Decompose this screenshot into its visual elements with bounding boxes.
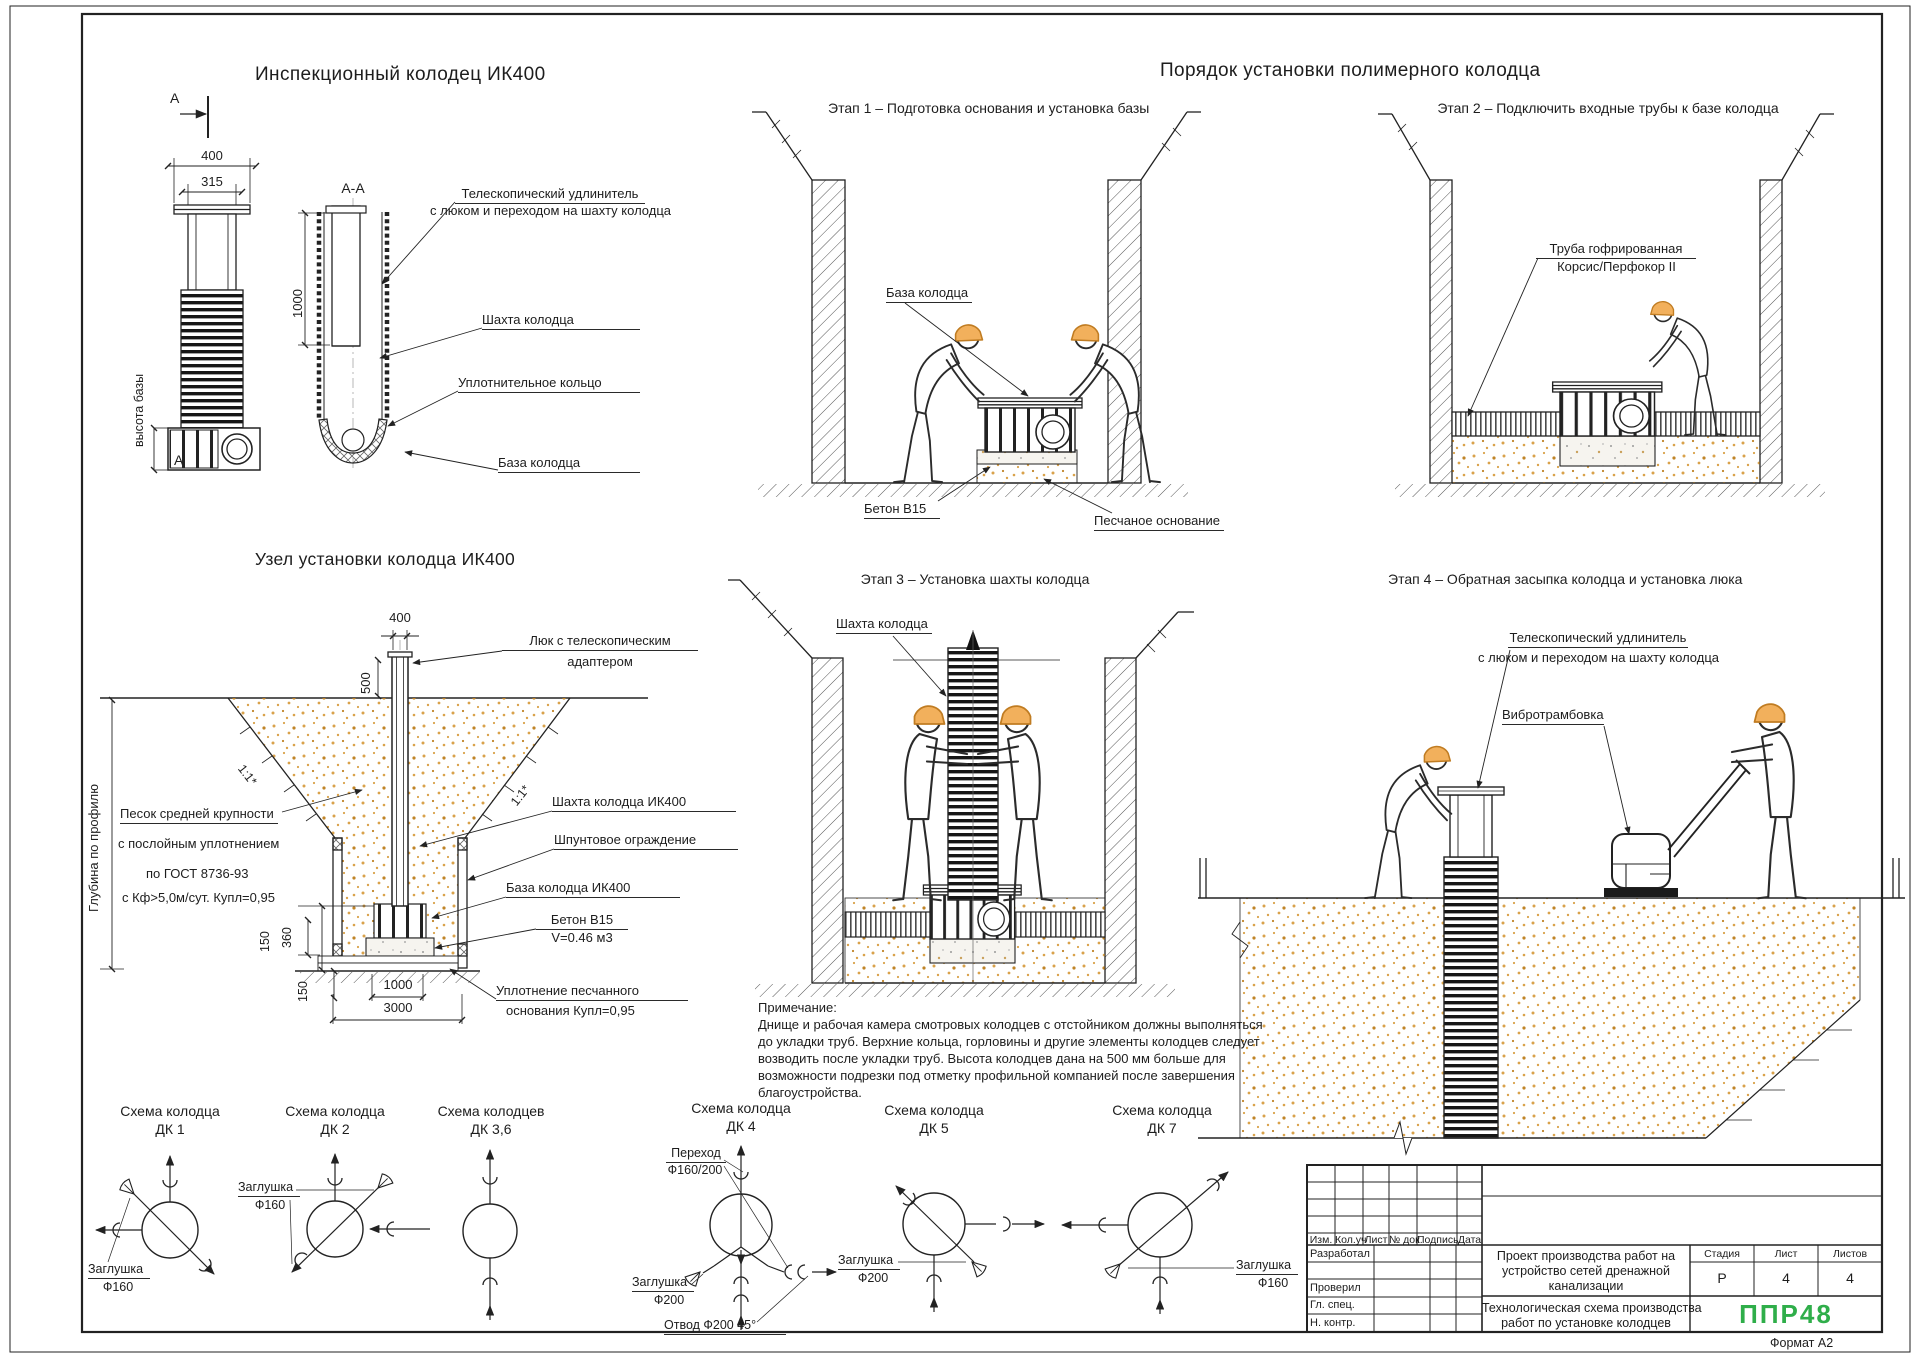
depth-label: Глубина по профилю — [86, 784, 101, 912]
dk2-title-1: Схема колодца — [285, 1103, 385, 1119]
stage3-shaft-label: Шахта колодца — [836, 616, 932, 634]
node-base-label: База колодца ИК400 — [506, 880, 680, 898]
note-line-1: Днище и рабочая камера смотровых колодцев с отстойником должны выполняться — [758, 1017, 1263, 1032]
node-seal-1: Уплотнение песчанного — [496, 983, 688, 1001]
stage1-base-label: База колодца — [886, 285, 972, 303]
tb-project-2: устройство сетей дренажной — [1502, 1264, 1670, 1278]
tb-project-1: Проект производства работ на — [1496, 1249, 1676, 1263]
tb-sheet-v: 4 — [1782, 1270, 1790, 1286]
dk5-title-1: Схема колодца — [884, 1102, 984, 1118]
dk4-cap-1: Заглушка — [632, 1275, 694, 1292]
stage2-pipe-label-1: Труба гофрированная — [1536, 241, 1696, 259]
tb-doc-2: работ по установке колодцев — [1501, 1316, 1671, 1330]
node-shaft-label: Шахта колодца ИК400 — [552, 794, 736, 812]
dk2-cap-1: Заглушка — [238, 1180, 300, 1197]
dk4-cap-2: Ф200 — [653, 1293, 685, 1307]
note-line-4: возможности подрезки под отметку профильной компанией после завершения — [758, 1068, 1235, 1083]
callout-base: База колодца — [498, 455, 640, 473]
tb-logo: ППР48 — [1739, 1299, 1833, 1329]
tb-col-list: Лист — [1364, 1234, 1388, 1246]
dim-400: 400 — [201, 148, 223, 163]
stage4-telescopic-1: Телескопический удлинитель — [1508, 630, 1688, 648]
node-dim-500: 500 — [358, 672, 373, 694]
base-height-label: высота базы — [132, 373, 146, 447]
node-dim-150b: 150 — [296, 981, 310, 1002]
dk7-title-1: Схема колодца — [1112, 1102, 1212, 1118]
stage2-pipe-label-2: Корсис/Перфокор II — [1557, 259, 1676, 274]
dk4-title-2: ДК 4 — [726, 1118, 756, 1134]
dk4-bend: Отвод Ф200 45° — [664, 1318, 786, 1335]
dim-315: 315 — [201, 174, 223, 189]
callout-telescopic-1: Телескопический удлинитель — [455, 186, 645, 204]
stage4-title: Этап 4 – Обратная засыпка колодца и установка люка — [1388, 571, 1743, 587]
slope-left: 1:1* — [234, 762, 260, 789]
stage1-sand-label: Песчаное основание — [1094, 513, 1224, 531]
tb-row-ncontr: Н. контр. — [1310, 1317, 1356, 1329]
tb-col-izm: Изм. — [1309, 1234, 1333, 1246]
node-piling-label: Шпунтовое ограждение — [554, 832, 738, 850]
node-hatch-1: Люк с телескопическим — [502, 633, 698, 651]
slope-right: 1:1* — [508, 782, 533, 809]
dk4-trans-1: Переход — [666, 1146, 726, 1163]
node-sand-2: с послойным уплотнением — [118, 836, 280, 851]
stage1-title: Этап 1 – Подготовка основания и установка базы — [828, 100, 1150, 116]
tb-row-chief: Гл. спец. — [1310, 1299, 1355, 1311]
tb-doc-1: Технологическая схема производства — [1482, 1301, 1702, 1315]
dk1-cap-1: Заглушка — [88, 1262, 150, 1279]
dk7-title-2: ДК 7 — [1147, 1120, 1177, 1136]
order-title: Порядок установки полимерного колодца — [1160, 60, 1541, 81]
tb-project-3: канализации — [1548, 1279, 1624, 1293]
section-mark-top: А — [170, 90, 180, 106]
node-seal-2: основания Купл=0,95 — [506, 1003, 635, 1018]
node-dim-400: 400 — [389, 610, 411, 625]
dk2-title-2: ДК 2 — [320, 1121, 350, 1137]
node-concrete-2: V=0.46 м3 — [551, 930, 613, 945]
node-sand-3: по ГОСТ 8736-93 — [146, 866, 249, 881]
tb-row-dev: Разработал — [1310, 1248, 1370, 1260]
stage2-title: Этап 2 – Подключить входные трубы к базе колодца — [1437, 100, 1779, 116]
tb-sheets-v: 4 — [1846, 1270, 1854, 1286]
note-line-3: возводить после укладки труб. Высота колодцев дана на 500 мм больше для — [758, 1051, 1226, 1066]
dk7-cap-2: Ф160 — [1257, 1276, 1289, 1290]
note-line-5: благоустройства. — [758, 1085, 862, 1100]
tb-sheets-h: Листов — [1832, 1248, 1868, 1260]
dk1-cap-2: Ф160 — [102, 1280, 134, 1294]
tb-col-kol: Кол.уч — [1335, 1234, 1367, 1246]
dk2-cap-2: Ф160 — [254, 1198, 286, 1212]
node-dim-3000: 3000 — [383, 1000, 413, 1015]
tb-col-data: Дата — [1457, 1234, 1482, 1246]
dk4-trans-2: Ф160/200 — [667, 1163, 723, 1177]
note-title: Примечание: — [758, 1000, 837, 1015]
node-dim-360: 360 — [280, 927, 294, 948]
dk5-cap-2: Ф200 — [857, 1271, 889, 1285]
tb-row-check: Проверил — [1310, 1282, 1361, 1294]
stage4-telescopic-2: с люком и переходом на шахту колодца — [1478, 650, 1720, 665]
stage1-concrete-label: Бетон В15 — [864, 501, 940, 519]
node-dim-150a: 150 — [258, 931, 272, 952]
node-dim-1000: 1000 — [383, 977, 413, 992]
dk7-cap-1: Заглушка — [1236, 1258, 1298, 1275]
dk5-title-2: ДК 5 — [919, 1120, 949, 1136]
dk5-cap-1: Заглушка — [838, 1253, 900, 1270]
node-sand-1: Песок средней крупности — [120, 806, 278, 824]
dk1-title-1: Схема колодца — [120, 1103, 220, 1119]
tb-col-podp: Подпись — [1417, 1234, 1459, 1246]
node-concrete-1: Бетон В15 — [536, 912, 628, 930]
dk4-title-1: Схема колодца — [691, 1100, 791, 1116]
callout-ring: Уплотнительное кольцо — [458, 375, 640, 393]
stage4-rammer-label: Вибротрамбовка — [1502, 707, 1604, 725]
tb-sheet-h: Лист — [1774, 1248, 1798, 1260]
dk1-title-2: ДК 1 — [155, 1121, 185, 1137]
node-title: Узел установки колодца ИК400 — [254, 549, 516, 569]
note-line-2: до укладки труб. Верхние кольца, горловины и другие элементы колодцев следует — [758, 1034, 1260, 1049]
node-hatch-2: адаптером — [567, 654, 633, 669]
section-mark-bottom: А — [174, 452, 184, 468]
callout-telescopic-2: с люком и переходом на шахту колодца — [430, 203, 672, 218]
tb-col-ndok: № док. — [1389, 1234, 1423, 1246]
node-sand-4: с Кф>5,0м/сут. Купл=0,95 — [122, 890, 275, 905]
callout-shaft: Шахта колодца — [482, 312, 640, 330]
dim-1000: 1000 — [290, 289, 305, 318]
tb-stage-h: Стадия — [1704, 1248, 1740, 1260]
format-label: Формат А2 — [1770, 1336, 1834, 1350]
tb-stage-v: Р — [1717, 1270, 1727, 1286]
well-title: Инспекционный колодец ИК400 — [255, 64, 546, 85]
dk36-title-2: ДК 3,6 — [470, 1121, 512, 1137]
section-view-label: А-А — [341, 180, 365, 196]
stage3-title: Этап 3 – Установка шахты колодца — [860, 571, 1090, 587]
dk36-title-1: Схема колодцев — [437, 1103, 545, 1119]
